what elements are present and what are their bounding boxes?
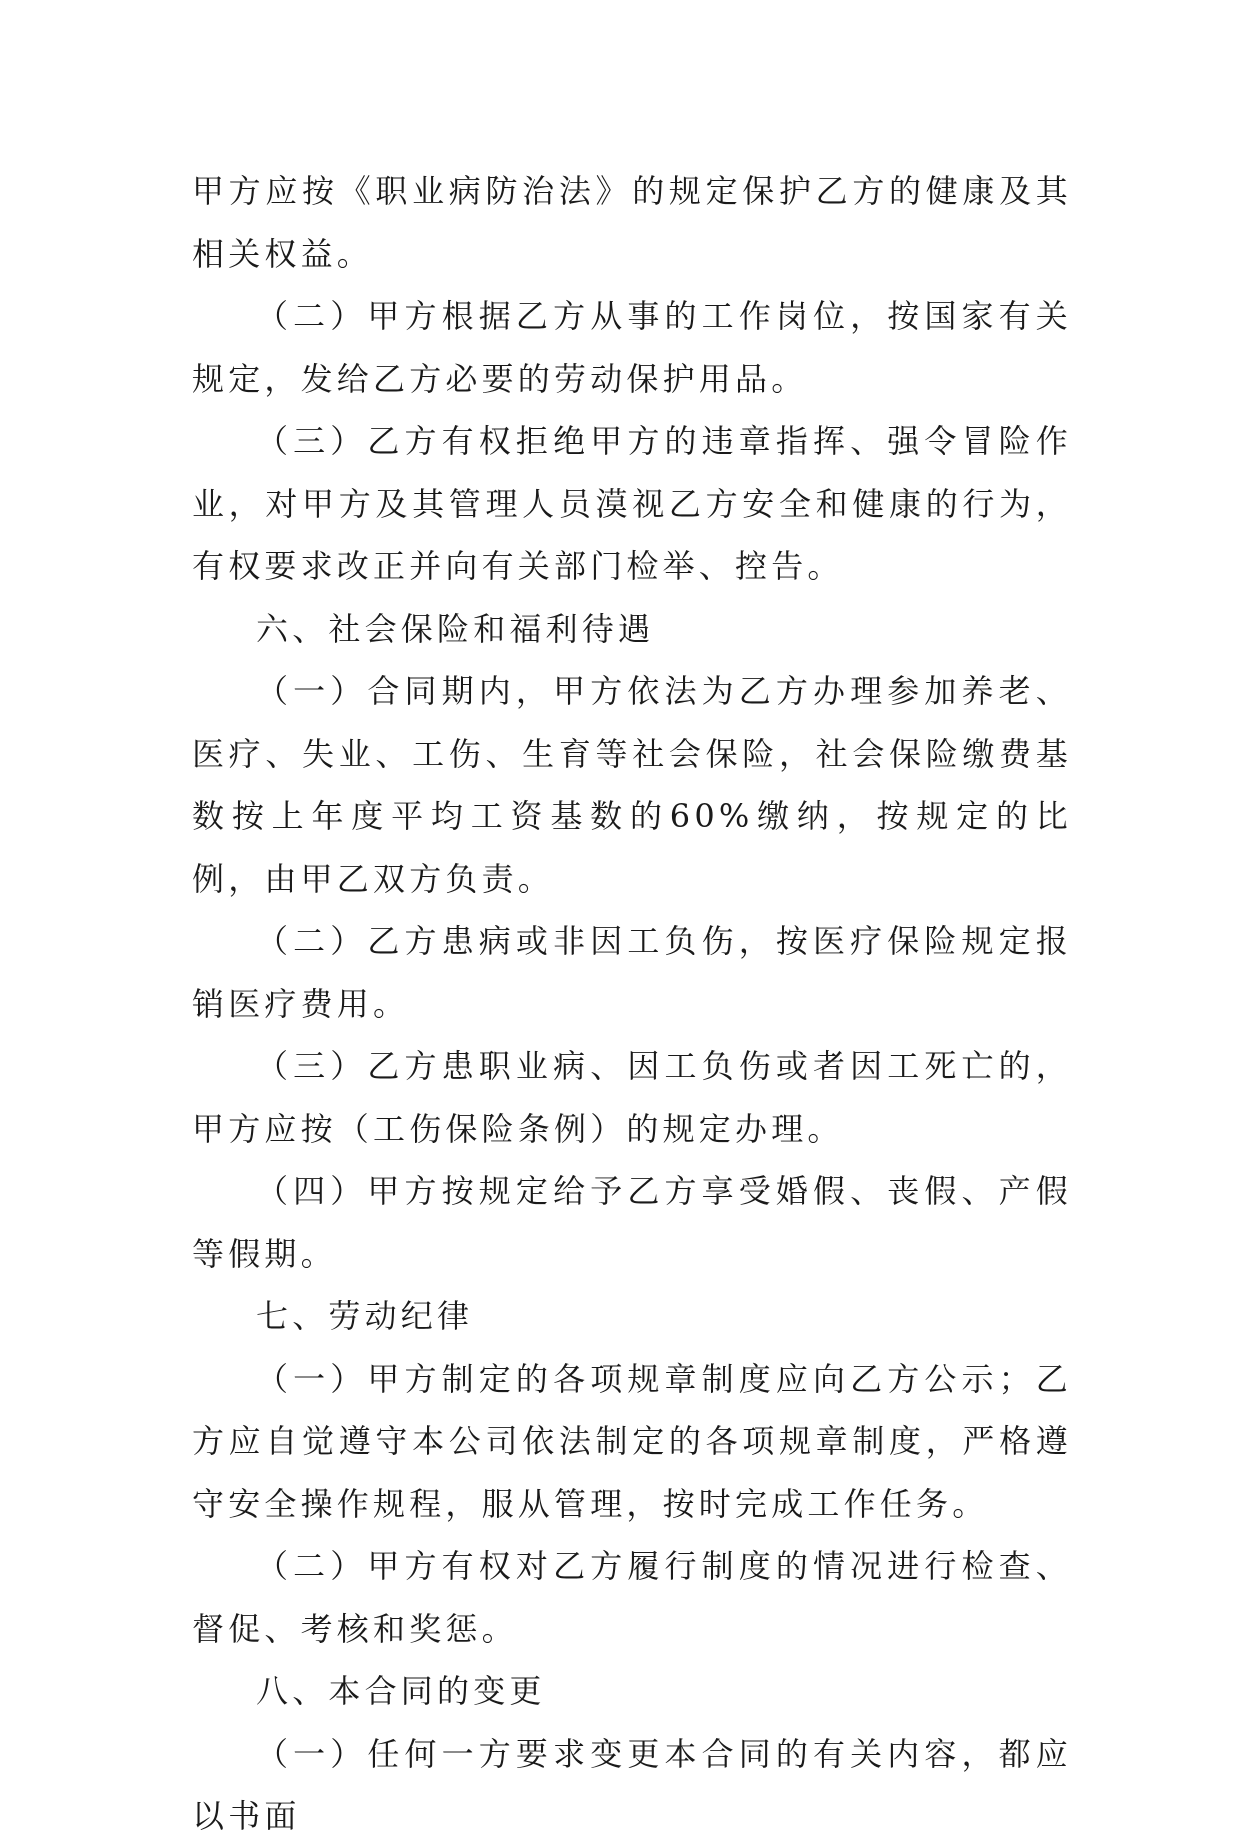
- paragraph-1: 甲方应按《职业病防治法》的规定保护乙方的健康及其相关权益。: [192, 172, 1072, 273]
- section-heading-6: 六、社会保险和福利待遇: [256, 609, 655, 648]
- paragraph-13: （一）任何一方要求变更本合同的有关内容，都应以书面: [192, 1734, 1072, 1835]
- section-heading-8: 八、本合同的变更: [256, 1672, 546, 1710]
- paragraph-11: （二）甲方有权对乙方履行制度的情况进行检查、督促、考核和奖惩。: [192, 1547, 1072, 1648]
- paragraph-8: （四）甲方按规定给予乙方享受婚假、丧假、产假等假期。: [192, 1172, 1072, 1273]
- document-body: [192, 160, 1072, 1848]
- paragraph-7: （三）乙方患职业病、因工负伤或者因工死亡的，甲方应按（工伤保险条例）的规定办理。: [192, 1047, 1072, 1148]
- paragraph-6: （二）乙方患病或非因工负伤，按医疗保险规定报销医疗费用。: [192, 922, 1072, 1023]
- paragraph-3: （三）乙方有权拒绝甲方的违章指挥、强令冒险作业，对甲方及其管理人员漠视乙方安全和健康的行为，有权要求改正并向有关部门检举、控告。: [192, 422, 1072, 585]
- paragraph-10: （一）甲方制定的各项规章制度应向乙方公示；乙方应自觉遵守本公司依法制定的各项规章制度，严格遵守安全操作规程，服从管理，按时完成工作任务。: [192, 1359, 1072, 1523]
- paragraph-2: （二）甲方根据乙方从事的工作岗位，按国家有关规定，发给乙方必要的劳动保护用品。: [192, 297, 1072, 398]
- paragraph-5: （一）合同期内，甲方依法为乙方办理参加养老、医疗、失业、工伤、生育等社会保险，社会保险缴费基数按上年度平均工资基数的60%缴纳，按规定的比例，由甲乙双方负责。: [192, 672, 1072, 898]
- section-heading-7: 七、劳动纪律: [256, 1297, 474, 1335]
